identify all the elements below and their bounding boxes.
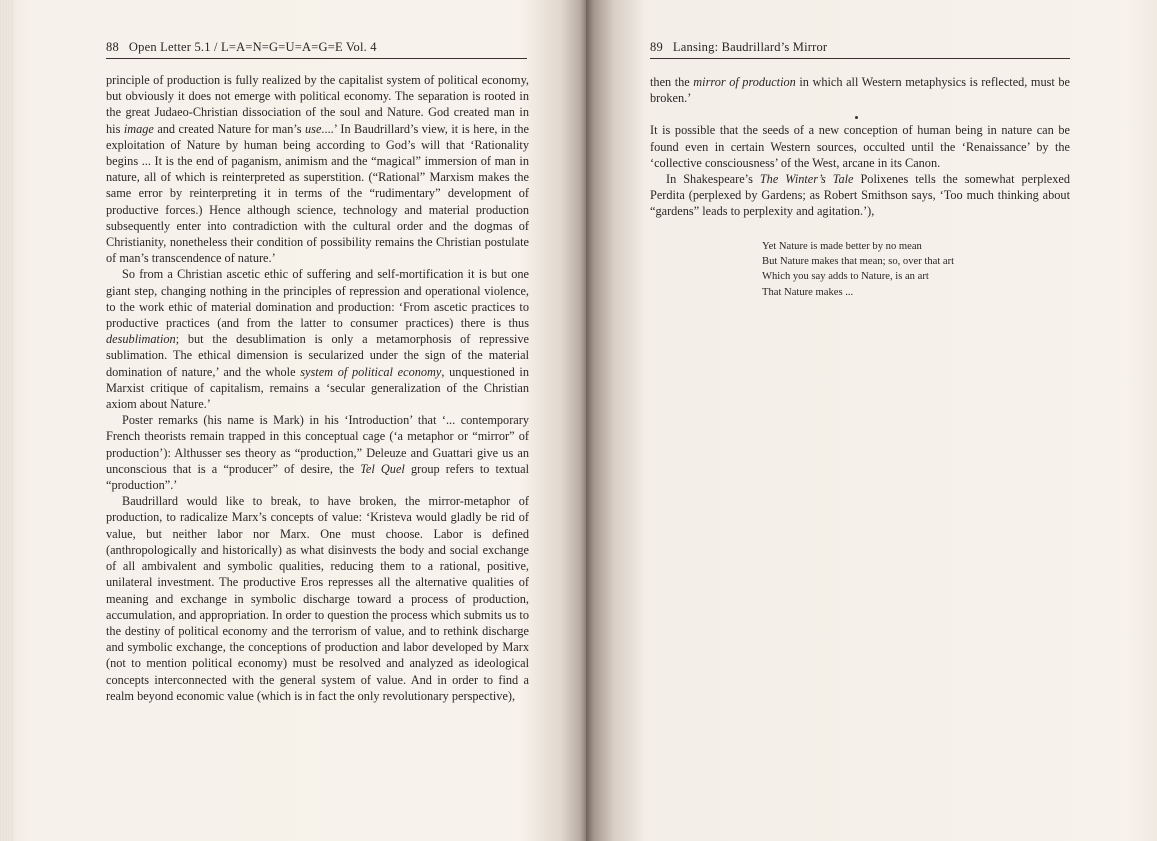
right-running-head (650, 40, 827, 55)
right-running-head-text: Lansing: Baudrillard’s Mirror (672, 40, 828, 54)
text-run: In Shakespeare’s (666, 172, 760, 187)
verse-line: Yet Nature is made better by no mean (762, 241, 922, 252)
verse-quotation (762, 239, 1062, 300)
italic-text: Tel Quel (360, 461, 405, 476)
section-separator-dot (855, 116, 858, 119)
page-edge (0, 0, 14, 841)
italic-text: mirror of production (693, 75, 796, 89)
italic-text: system of political economy (300, 364, 442, 379)
right-page-number: 89 (650, 40, 663, 54)
left-running-head (106, 40, 377, 55)
verse-line: But Nature makes that mean; so, over that art (762, 256, 955, 268)
left-paragraph (106, 72, 529, 266)
italic-text: use (305, 121, 322, 136)
text-run: , unquestioned in Marxist critique of capitalism, remains a ‘secular generalization of the Christian axiom about Nature.’ (106, 364, 529, 412)
text-run: then the (650, 75, 694, 89)
right-paragraph (650, 122, 1070, 171)
left-body-text (106, 72, 529, 704)
italic-text: image (123, 121, 154, 136)
italic-text: The Winter’s Tale (759, 172, 854, 187)
right-header-rule (650, 58, 1070, 59)
text-run: It is possible that the seeds of a new conception of human being in nature can be found even in certain Western sources, occulted until the ‘Renaissance’ by the ‘collective consciousness’ of the West, arcane in its Canon. (650, 123, 1070, 170)
verse-line: Which you say adds to Nature, is an art (762, 271, 929, 283)
left-paragraph (106, 412, 529, 493)
left-header-rule (106, 58, 527, 59)
text-run: So from a Christian ascetic ethic of suffering and self-mortification it is but one giant step, changing nothing in the principles of repression and operational violence, to the work ethic of material domination and production: ‘From ascetic practices to productive practices (and from the latter to consumer practices) there is thus (106, 267, 529, 331)
left-page-number: 88 (106, 40, 119, 54)
right-paragraph (650, 74, 1070, 106)
italic-text: desublimation (106, 332, 176, 347)
text-run: in which all Western metaphysics is reflected, must be broken.’ (650, 75, 1070, 106)
text-run: Baudrillard would like to break, to have broken, the mirror-metaphor of production, to radicalize Marx’s concepts of value: ‘Kristeva would gladly be rid of value, but neither labor nor Marx. One must choose. Labor is defined (anthropologically and historically) as what disinvests the body and social exchange of all ambivalent and symbolic qualities, reducing them to a rational, positive, unilateral investment. The productive Eros represses all the alternative qualities of meaning and exchange in symbolic discharge toward a process of production, accumulation, and appropriation. In order to question the process which submits us to the destiny of political economy and the terrorism of value, and to rethink discharge and symbolic exchange, the conceptions of production and labor developed by Marx (not to mention political economy) must be resolved and analyzed as ideological concepts interconnected with the general system of value. And in order to find a realm beyond economic value (which is in fact the only revolutionary perspective), (106, 494, 529, 703)
right-body-text (650, 74, 1070, 220)
text-run: principle of production is fully realized by the capitalist system of political economy, but obviously it does not emerge with political economy. The separation is rooted in the great Judaeo-Christian dissociation of the soul and Nature. God created man in his (106, 73, 529, 136)
right-paragraph (650, 171, 1070, 220)
left-paragraph (106, 266, 529, 412)
text-run: ; but the desublimation is only a metamorphosis of repressive sublimation. The ethical dimension is secularized under the sign of the material domination of nature,’ and the whole (106, 332, 529, 379)
text-run: and created Nature for man’s (153, 121, 306, 136)
verse-line: That Nature makes ... (762, 286, 854, 298)
text-run: group refers to textual “production”.’ (106, 461, 530, 493)
left-paragraph (106, 493, 529, 704)
text-run: ....’ In Baudrillard’s view, it is here, in the exploitation of Nature by human being according to God’s will that ‘Rationality begins ... It is the end of paganism, animism and the “magical” immersion of man in nature, all of which is reinterpreted as superstition. (“Rational” Marxism makes the same error by reinterpreting it in terms of the “rudimentary” development of productive forces.) Hence although science, technology and material production subsequently enter into contradiction with the cultural order and the dogmas of Christianity, nonetheless their condition of possibility remains the Christian postulate of man’s transcendence of nature.’ (106, 121, 530, 266)
left-running-head-text: Open Letter 5.1 / L=A=N=G=U=A=G=E Vol. 4 (128, 40, 377, 54)
text-run: Poster remarks (his name is Mark) in his ‘Introduction’ that ‘... contemporary French theorists remain trapped in this conceptual cage (‘a metaphor or “mirror” of production’): Althusser ses theory as “production,” Deleuze and Guattari give us an unconscious that is a “producer” of desire, the (106, 413, 529, 476)
text-run: Polixenes tells the somewhat perplexed Perdita (perplexed by Gardens; as Robert Smithson says, ‘Too much thinking about “gardens” leads to perplexity and agitation.’), (650, 172, 1070, 219)
